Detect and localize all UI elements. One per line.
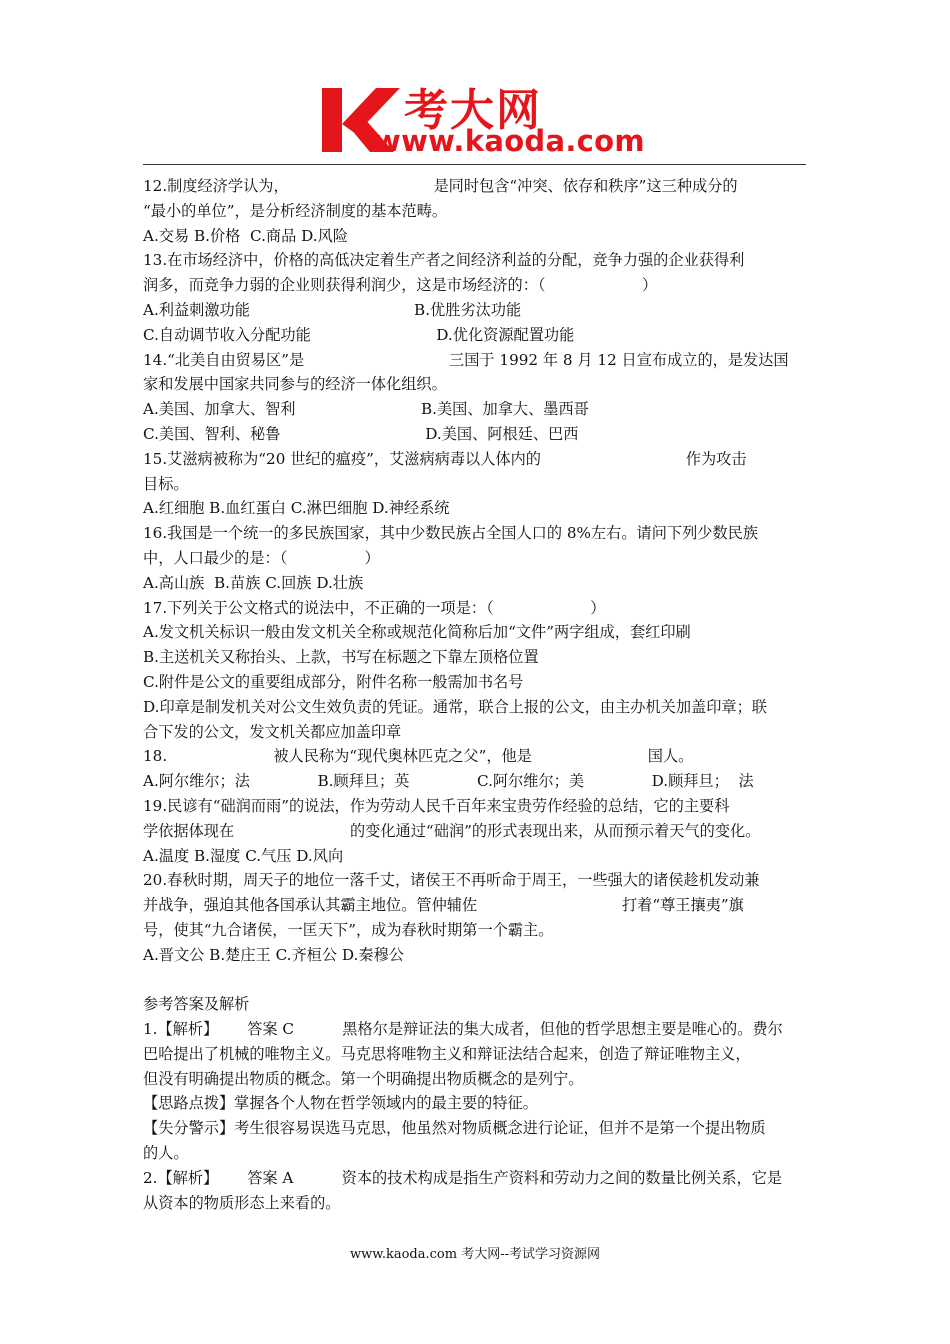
text-line: “最小的单位”，是分析经济制度的基本范畴。 bbox=[143, 201, 448, 220]
text-line: 19.民谚有“础润而雨”的说法，作为劳动人民千百年来宝贵劳作经验的总结，它的主要科 bbox=[143, 796, 730, 815]
text-line: A.晋文公 B.楚庄王 C.齐桓公 D.秦穆公 bbox=[143, 945, 404, 964]
text-line: D.印章是制发机关对公文生效负责的凭证。通常，联合上报的公文，由主办机关加盖印章；联 bbox=[143, 697, 767, 716]
text-line: A.利益刺激功能 B.优胜劣汰功能 bbox=[143, 300, 522, 319]
text-line: 17.下列关于公文格式的说法中，不正确的一项是：（ ） bbox=[143, 598, 606, 617]
text-line: A.发文机关标识一般由发文机关全称或规范化简称后加“文件”两字组成，套红印刷 bbox=[143, 623, 691, 642]
page-footer: www.kaoda.com 考大网--考试学习资源网 bbox=[350, 1247, 600, 1262]
text-line: 学依据体现在 的变化通过“础润”的形式表现出来，从而预示着天气的变化。 bbox=[143, 821, 761, 840]
text-line: 18. 被人民称为“现代奥林匹克之父”，他是 国人。 bbox=[143, 747, 694, 766]
site-logo bbox=[316, 78, 646, 160]
text-line: A.红细胞 B.血红蛋白 C.淋巴细胞 D.神经系统 bbox=[143, 499, 450, 518]
text-line: 家和发展中国家共同参与的经济一体化组织。 bbox=[143, 375, 447, 394]
text-line: 20.春秋时期，周天子的地位一落千丈，诸侯王不再听命于周王，一些强大的诸侯趁机发动兼 bbox=[143, 871, 760, 890]
text-line: 中，人口最少的是：（ ） bbox=[143, 548, 380, 567]
text-line: 16.我国是一个统一的多民族国家，其中少数民族占全国人口的 8%左右。请问下列少数民族 bbox=[143, 524, 759, 543]
text-line: 目标。 bbox=[143, 474, 189, 493]
text-line: 12.制度经济学认为， 是同时包含“冲突、依存和秩序”这三种成分的 bbox=[143, 177, 738, 195]
document-body bbox=[143, 174, 818, 1215]
text-line: B.主送机关又称抬头、上款，书写在标题之下靠左顶格位置 bbox=[143, 648, 539, 667]
text-line: 巴哈提出了机械的唯物主义。马克思将唯物主义和辩证法结合起来，创造了辩证唯物主义， bbox=[143, 1044, 751, 1063]
text-line: C.附件是公文的重要组成部分，附件名称一般需加书名号 bbox=[143, 672, 524, 691]
header-divider bbox=[143, 164, 806, 165]
text-line: 但没有明确提出物质的概念。第一个明确提出物质概念的是列宁。 bbox=[143, 1069, 584, 1088]
logo-url: www.kaoda.com bbox=[374, 124, 645, 158]
text-line: 从资本的物质形态上来看的。 bbox=[143, 1193, 341, 1212]
text-line: 【思路点拨】掌握各个人物在哲学领域内的最主要的特征。 bbox=[143, 1094, 538, 1113]
text-line: 合下发的公文，发文机关都应加盖印章 bbox=[143, 722, 402, 741]
text-line: C.美国、智利、秘鲁 D.美国、阿根廷、巴西 bbox=[143, 424, 579, 443]
text-line: A.交易 B.价格 C.商品 D.风险 bbox=[143, 226, 348, 245]
text-line: 15.艾滋病被称为“20 世纪的瘟疫”，艾滋病病毒以人体内的 作为攻击 bbox=[143, 449, 747, 468]
text-line: A.阿尔维尔；法 B.顾拜旦；英 C.阿尔维尔；美 D.顾拜旦； 法 bbox=[143, 772, 754, 791]
text-line: 润多，而竞争力弱的企业则获得利润少，这是市场经济的：（ ） bbox=[143, 276, 658, 295]
text-line: 13.在市场经济中，价格的高低决定着生产者之间经济利益的分配，竞争力强的企业获得利 bbox=[143, 251, 745, 270]
text-line: 14.“北美自由贸易区”是 三国于 1992 年 8 月 12 日宣布成立的，是发达国 bbox=[143, 350, 789, 369]
text-line: 参考答案及解析 bbox=[143, 995, 250, 1014]
text-line: A.美国、加拿大、智利 B.美国、加拿大、墨西哥 bbox=[143, 400, 589, 419]
text-line: 并战争，强迫其他各国承认其霸主地位。管仲辅佐 打着“尊王攘夷”旗 bbox=[143, 896, 744, 915]
logo-chinese-name: 考大网 bbox=[404, 85, 542, 136]
text-line: 的人。 bbox=[143, 1144, 189, 1163]
text-line: A.温度 B.湿度 C.气压 D.风向 bbox=[143, 846, 344, 865]
text-line: 号，使其“九合诸侯，一匡天下”，成为春秋时期第一个霸主。 bbox=[143, 920, 554, 939]
text-line: C.自动调节收入分配功能 D.优化资源配置功能 bbox=[143, 325, 575, 344]
text-line: A.高山族 B.苗族 C.回族 D.壮族 bbox=[143, 573, 364, 592]
text-line: 【失分警示】考生很容易误选马克思，他虽然对物质概念进行论证，但并不是第一个提出物质 bbox=[143, 1119, 766, 1138]
text-line bbox=[143, 968, 818, 993]
text-line: 1.【解析】 答案 C 黑格尔是辩证法的集大成者，但他的哲学思想主要是唯心的。费尔 bbox=[143, 1020, 783, 1039]
text-line: 2.【解析】 答案 A 资本的技术构成是指生产资料和劳动力之间的数量比例关系，它是 bbox=[143, 1168, 783, 1187]
